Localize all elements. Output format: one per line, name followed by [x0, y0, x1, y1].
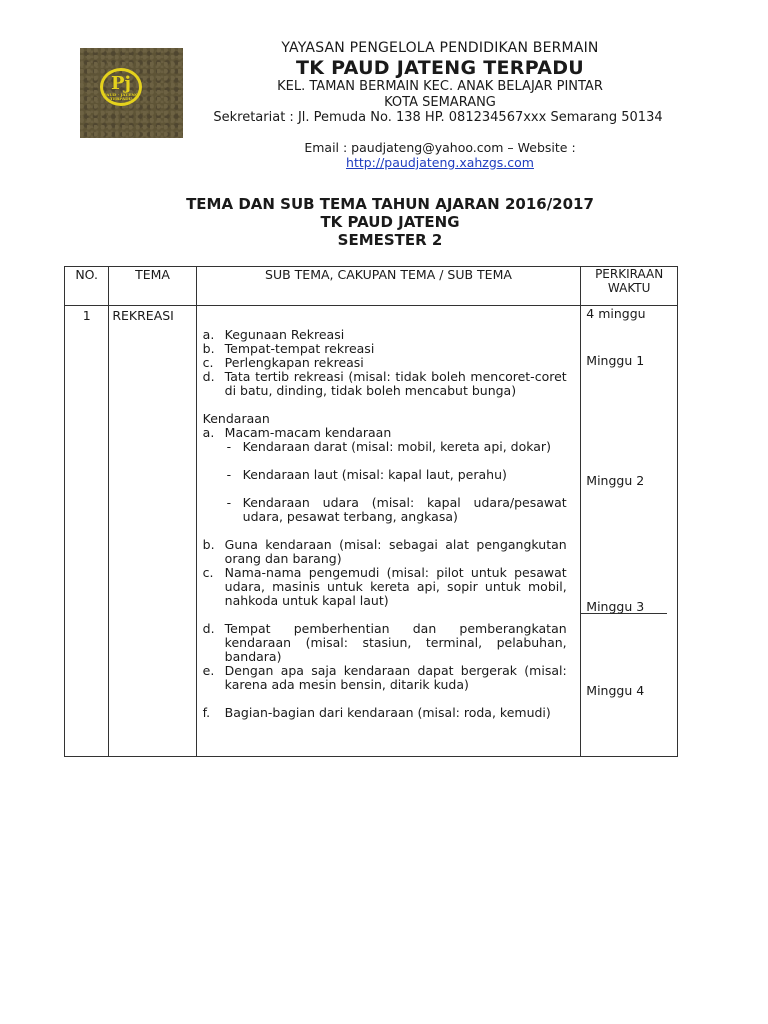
list-item: c. Nama-nama pengemudi (misal: pilot untuk pesawat udara, masinis untuk kereta api, sopir untuk mobil, nahkoda untuk kapal laut) [202, 565, 567, 608]
logo-text: Pj [110, 73, 132, 94]
title-line-3: SEMESTER 2 [337, 231, 443, 249]
table-row [65, 306, 678, 757]
address-line-2: KOTA SEMARANG [384, 95, 496, 110]
list-item: - Kendaraan darat (misal: mobil, kereta api, dokar) [226, 439, 551, 454]
title-line-2: TK PAUD JATENG [320, 213, 460, 231]
list-item: d. Tempat pemberhentian dan pemberangkatan kendaraan (misal: stasiun, terminal, pelabuhan, bandara) [202, 621, 567, 664]
table-header-row [65, 267, 678, 306]
list-item: Kendaraan [202, 411, 270, 426]
list-item: b. Tempat-tempat rekreasi [202, 341, 375, 356]
email-line: Email : paudjateng@yahoo.com – Website : [304, 140, 576, 155]
theme-table [64, 266, 678, 757]
list-item: b. Guna kendaraan (misal: sebagai alat pengangkutan orang dan barang) [202, 537, 567, 566]
row-tema: REKREASI [109, 306, 196, 757]
logo-small-text: PAUD · JATENG TERPADU [103, 92, 139, 101]
list-item: f. Bagian-bagian dari kendaraan (misal: roda, kemudi) [202, 705, 551, 720]
school-logo [80, 48, 183, 138]
waktu-minggu-2: Minggu 2 [586, 473, 645, 488]
list-item: e. Dengan apa saja kendaraan dapat bergerak (misal: karena ada mesin bensin, ditarik kuda) [202, 663, 567, 692]
waktu-total: 4 minggu [586, 306, 646, 321]
secretariat-line: Sekretariat : Jl. Pemuda No. 138 HP. 081234567xxx Semarang 50134 [213, 110, 663, 125]
header-sub-tema: SUB TEMA, CAKUPAN TEMA / SUB TEMA [196, 267, 581, 306]
row-sub-tema [196, 306, 581, 757]
document-title [100, 195, 680, 249]
list-item: - Kendaraan laut (misal: kapal laut, perahu) [226, 467, 507, 482]
list-item: d. Tata tertib rekreasi (misal: tidak boleh mencoret-coret di batu, dinding, tidak boleh mencabut bunga) [202, 369, 567, 398]
school-name: TK PAUD JATENG TERPADU [295, 57, 585, 79]
waktu-minggu-3: Minggu 3 [586, 599, 645, 614]
title-line-1: TEMA DAN SUB TEMA TAHUN AJARAN 2016/2017 [186, 195, 594, 213]
row-waktu [581, 306, 678, 757]
address-line-1: KEL. TAMAN BERMAIN KEC. ANAK BELAJAR PINTAR [277, 79, 603, 94]
waktu-minggu-4: Minggu 4 [586, 683, 645, 698]
foundation-name: YAYASAN PENGELOLA PENDIDIKAN BERMAIN [281, 40, 599, 56]
header-tema: TEMA [109, 267, 196, 306]
header-no: NO. [65, 267, 109, 306]
list-item: c. Perlengkapan rekreasi [202, 355, 364, 370]
waktu-minggu-1: Minggu 1 [586, 353, 645, 368]
list-item: a. Macam-macam kendaraan [202, 425, 392, 440]
row-number: 1 [65, 306, 109, 757]
header-waktu: PERKIRAAN WAKTU [581, 267, 678, 306]
website-link[interactable]: http://paudjateng.xahzgs.com [346, 155, 534, 170]
logo-emblem [100, 68, 142, 106]
list-item: - Kendaraan udara (misal: kapal udara/pesawat udara, pesawat terbang, angkasa) [226, 495, 567, 524]
list-item: a. Kegunaan Rekreasi [202, 327, 345, 342]
